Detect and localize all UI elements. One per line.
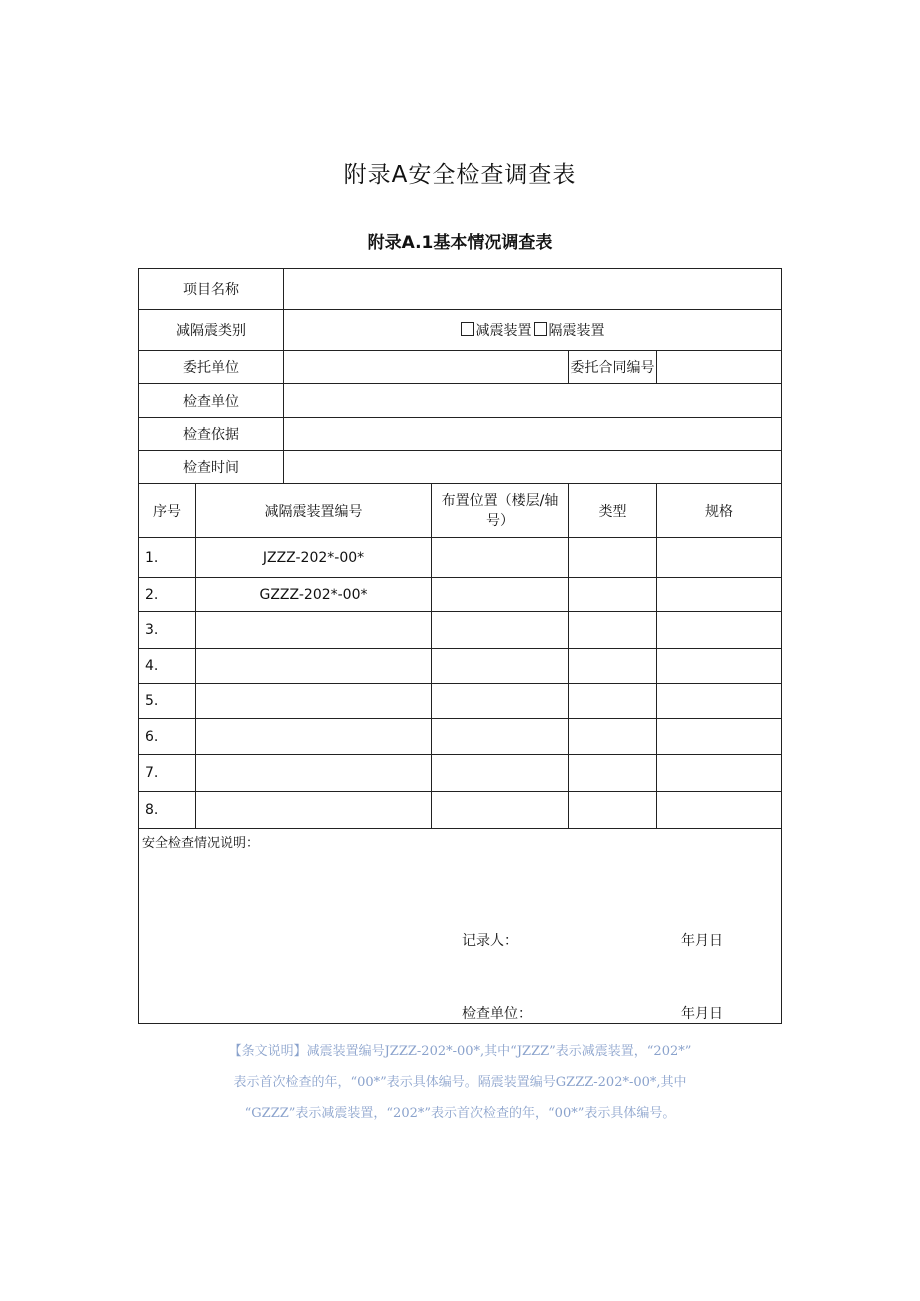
spec-cell[interactable] (657, 538, 782, 578)
row-number: 7. (139, 755, 196, 792)
spec-cell[interactable] (657, 649, 782, 684)
type-cell[interactable] (569, 684, 657, 719)
type-cell[interactable] (569, 755, 657, 792)
device-code[interactable] (196, 684, 432, 719)
recorder-label: 记录人： (462, 933, 518, 949)
inspection-unit-label: 检查单位 (139, 384, 284, 418)
inspect-date-label: 年月日 (681, 1006, 723, 1022)
basis-label: 检查依据 (139, 418, 284, 451)
column-header-code: 减隔震装置编号 (196, 484, 432, 538)
notes-row (139, 829, 782, 1024)
category-field (284, 310, 782, 351)
table-row (139, 649, 782, 684)
row-number: 4. (139, 649, 196, 684)
column-header-type: 类型 (569, 484, 657, 538)
time-field[interactable] (284, 451, 782, 484)
explanation-line: 表示首次检查的年，“00*”表示具体编号。隔震装置编号GZZZ-202*-00*,其中 (233, 1075, 687, 1090)
device-code[interactable]: JZZZ-202*-00* (196, 538, 432, 578)
spec-cell[interactable] (657, 719, 782, 755)
client-label: 委托单位 (139, 351, 284, 384)
option-damping-label: 减震装置 (475, 323, 532, 339)
table-row (139, 578, 782, 612)
spec-cell[interactable] (657, 755, 782, 792)
device-code[interactable] (196, 612, 432, 649)
category-label: 减隔震类别 (139, 310, 284, 351)
column-header-no: 序号 (139, 484, 196, 538)
page-title: 附录A安全检查调查表 (343, 162, 577, 188)
position-cell[interactable] (432, 684, 569, 719)
inspection-unit-row (139, 384, 782, 418)
position-cell[interactable] (432, 578, 569, 612)
spec-cell[interactable] (657, 578, 782, 612)
row-number: 3. (139, 612, 196, 649)
client-row (139, 351, 782, 384)
explanation-line: 【条文说明】减震装置编号JZZZ-202*-00*,其中“JZZZ”表示减震装置，“202*” (228, 1044, 692, 1059)
option-isolation-label: 隔震装置 (548, 323, 605, 339)
table-row (139, 684, 782, 719)
inspect-unit-label: 检查单位： (462, 1006, 532, 1022)
explanation-line: “GZZZ”表示减震装置，“202*”表示首次检查的年，“00*”表示具体编号。 (244, 1106, 676, 1121)
table-row (139, 612, 782, 649)
project-name-field[interactable] (284, 269, 782, 310)
type-cell[interactable] (569, 792, 657, 829)
notes-cell[interactable] (139, 829, 782, 1024)
basis-row (139, 418, 782, 451)
spec-cell[interactable] (657, 612, 782, 649)
contract-no-label: 委托合同编号 (569, 351, 657, 384)
row-number: 1. (139, 538, 196, 578)
notes-label: 安全检查情况说明： (142, 836, 260, 851)
inspection-unit-field[interactable] (284, 384, 782, 418)
time-label: 检查时间 (139, 451, 284, 484)
row-number: 5. (139, 684, 196, 719)
checkbox-damping[interactable] (461, 322, 474, 336)
device-header-row (139, 484, 782, 538)
position-cell[interactable] (432, 719, 569, 755)
recorder-date-label: 年月日 (681, 933, 723, 949)
column-header-spec: 规格 (657, 484, 782, 538)
position-cell[interactable] (432, 612, 569, 649)
spec-cell[interactable] (657, 792, 782, 829)
type-cell[interactable] (569, 612, 657, 649)
category-row (139, 310, 782, 351)
type-cell[interactable] (569, 719, 657, 755)
contract-no-field[interactable] (657, 351, 782, 384)
page-subtitle: 附录A.1基本情况调查表 (367, 233, 553, 253)
type-cell[interactable] (569, 538, 657, 578)
device-code[interactable] (196, 755, 432, 792)
row-number: 8. (139, 792, 196, 829)
table-row (139, 792, 782, 829)
clause-explanation (140, 1036, 780, 1129)
basis-field[interactable] (284, 418, 782, 451)
checkbox-isolation[interactable] (534, 322, 547, 336)
basic-info-table (138, 268, 782, 1024)
device-code[interactable]: GZZZ-202*-00* (196, 578, 432, 612)
client-field[interactable] (284, 351, 569, 384)
table-row (139, 538, 782, 578)
project-name-label: 项目名称 (139, 269, 284, 310)
device-code[interactable] (196, 719, 432, 755)
time-row (139, 451, 782, 484)
type-cell[interactable] (569, 578, 657, 612)
row-number: 6. (139, 719, 196, 755)
position-cell[interactable] (432, 649, 569, 684)
spec-cell[interactable] (657, 684, 782, 719)
table-row (139, 719, 782, 755)
position-cell[interactable] (432, 755, 569, 792)
position-cell[interactable] (432, 538, 569, 578)
type-cell[interactable] (569, 649, 657, 684)
position-cell[interactable] (432, 792, 569, 829)
table-row (139, 755, 782, 792)
device-code[interactable] (196, 792, 432, 829)
project-name-row (139, 269, 782, 310)
column-header-position: 布置位置（楼层/轴号） (432, 484, 569, 538)
row-number: 2. (139, 578, 196, 612)
device-code[interactable] (196, 649, 432, 684)
